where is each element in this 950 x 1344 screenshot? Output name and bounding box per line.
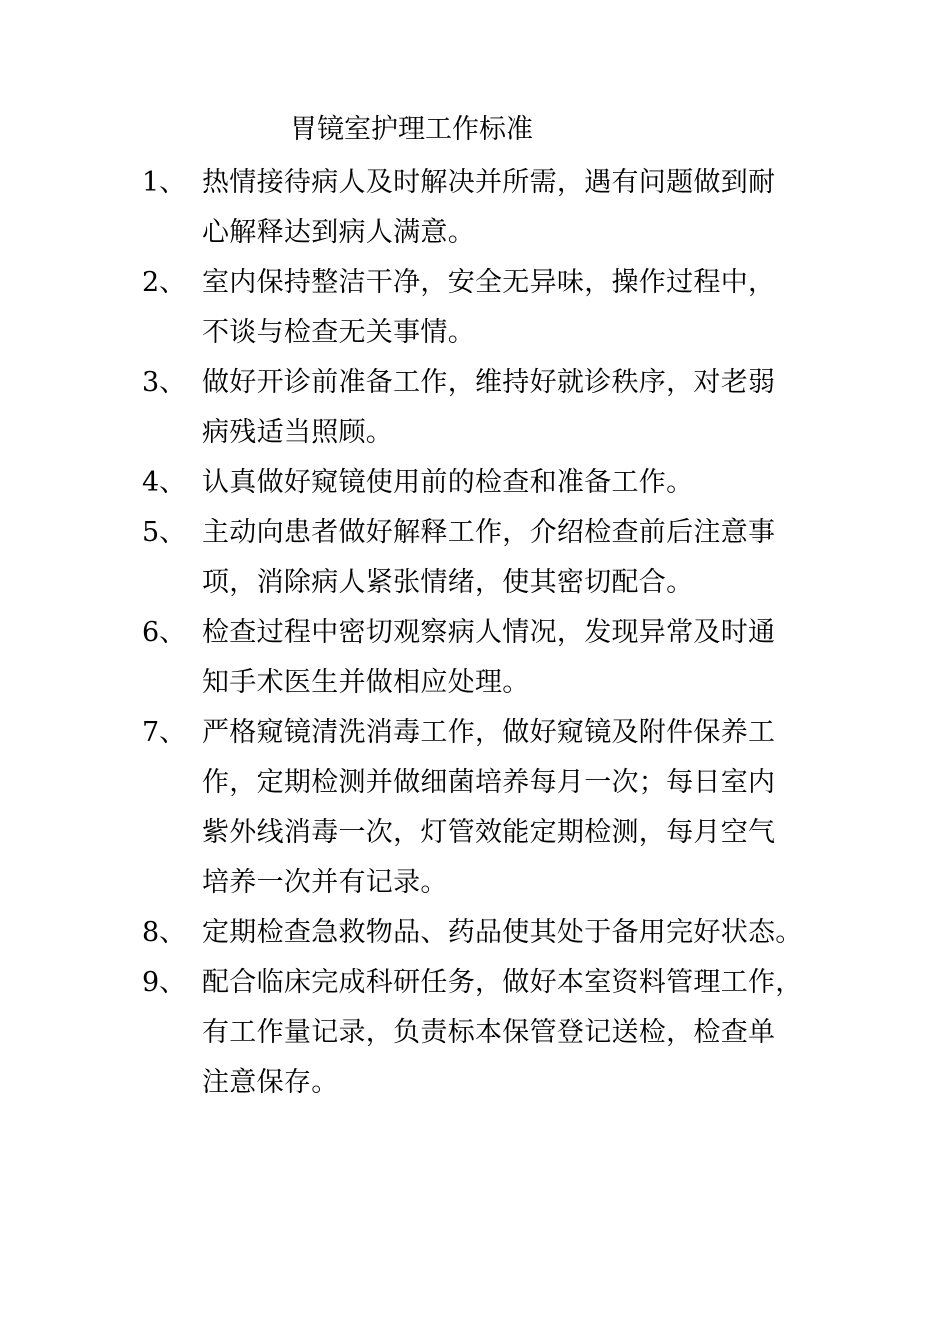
item-text-line: 做好开诊前准备工作，维持好就诊秩序，对老弱	[202, 367, 776, 398]
item-text-line: 有工作量记录，负责标本保管登记送检，检查单	[202, 1017, 776, 1048]
item-text-line: 作，定期检测并做细菌培养每月一次；每日室内	[202, 767, 776, 798]
item-text-line: 知手术医生并做相应处理。	[202, 667, 530, 698]
list-item	[0, 608, 950, 708]
list-item	[0, 258, 950, 358]
item-text-line: 配合临床完成科研任务，做好本室资料管理工作，	[202, 967, 803, 998]
list-item	[0, 958, 950, 1108]
item-text-line: 病残适当照顾。	[202, 417, 394, 448]
item-number: 9、	[142, 967, 187, 998]
item-text-line: 培养一次并有记录。	[202, 867, 448, 898]
list-item	[0, 508, 950, 608]
item-text-line: 心解释达到病人满意。	[202, 217, 475, 248]
item-number: 4、	[142, 467, 187, 498]
item-text-line: 室内保持整洁干净，安全无异味，操作过程中，	[202, 267, 776, 298]
standards-list	[0, 158, 950, 1108]
item-text-line: 严格窥镜清洗消毒工作，做好窥镜及附件保养工	[202, 717, 776, 748]
item-text-line: 不谈与检查无关事情。	[202, 317, 475, 348]
item-text-line: 主动向患者做好解释工作，介绍检查前后注意事	[202, 517, 776, 548]
item-text-line: 紫外线消毒一次，灯管效能定期检测，每月空气	[202, 817, 776, 848]
list-item	[0, 708, 950, 908]
item-number: 3、	[142, 367, 187, 398]
list-item	[0, 358, 950, 458]
item-number: 6、	[142, 617, 187, 648]
item-number: 7、	[142, 717, 187, 748]
item-number: 1、	[142, 167, 187, 198]
item-number: 8、	[142, 917, 187, 948]
list-item	[0, 458, 950, 508]
document-title: 胃镜室护理工作标准	[290, 114, 533, 145]
item-text-line: 认真做好窥镜使用前的检查和准备工作。	[202, 467, 694, 498]
list-item	[0, 908, 950, 958]
item-number: 2、	[142, 267, 187, 298]
item-number: 5、	[142, 517, 187, 548]
item-text-line: 热情接待病人及时解决并所需，遇有问题做到耐	[202, 167, 776, 198]
item-text-line: 项，消除病人紧张情绪，使其密切配合。	[202, 567, 694, 598]
list-item	[0, 158, 950, 258]
item-text-line: 定期检查急救物品、药品使其处于备用完好状态。	[202, 917, 803, 948]
item-text-line: 检查过程中密切观察病人情况，发现异常及时通	[202, 617, 776, 648]
item-text-line: 注意保存。	[202, 1067, 339, 1098]
